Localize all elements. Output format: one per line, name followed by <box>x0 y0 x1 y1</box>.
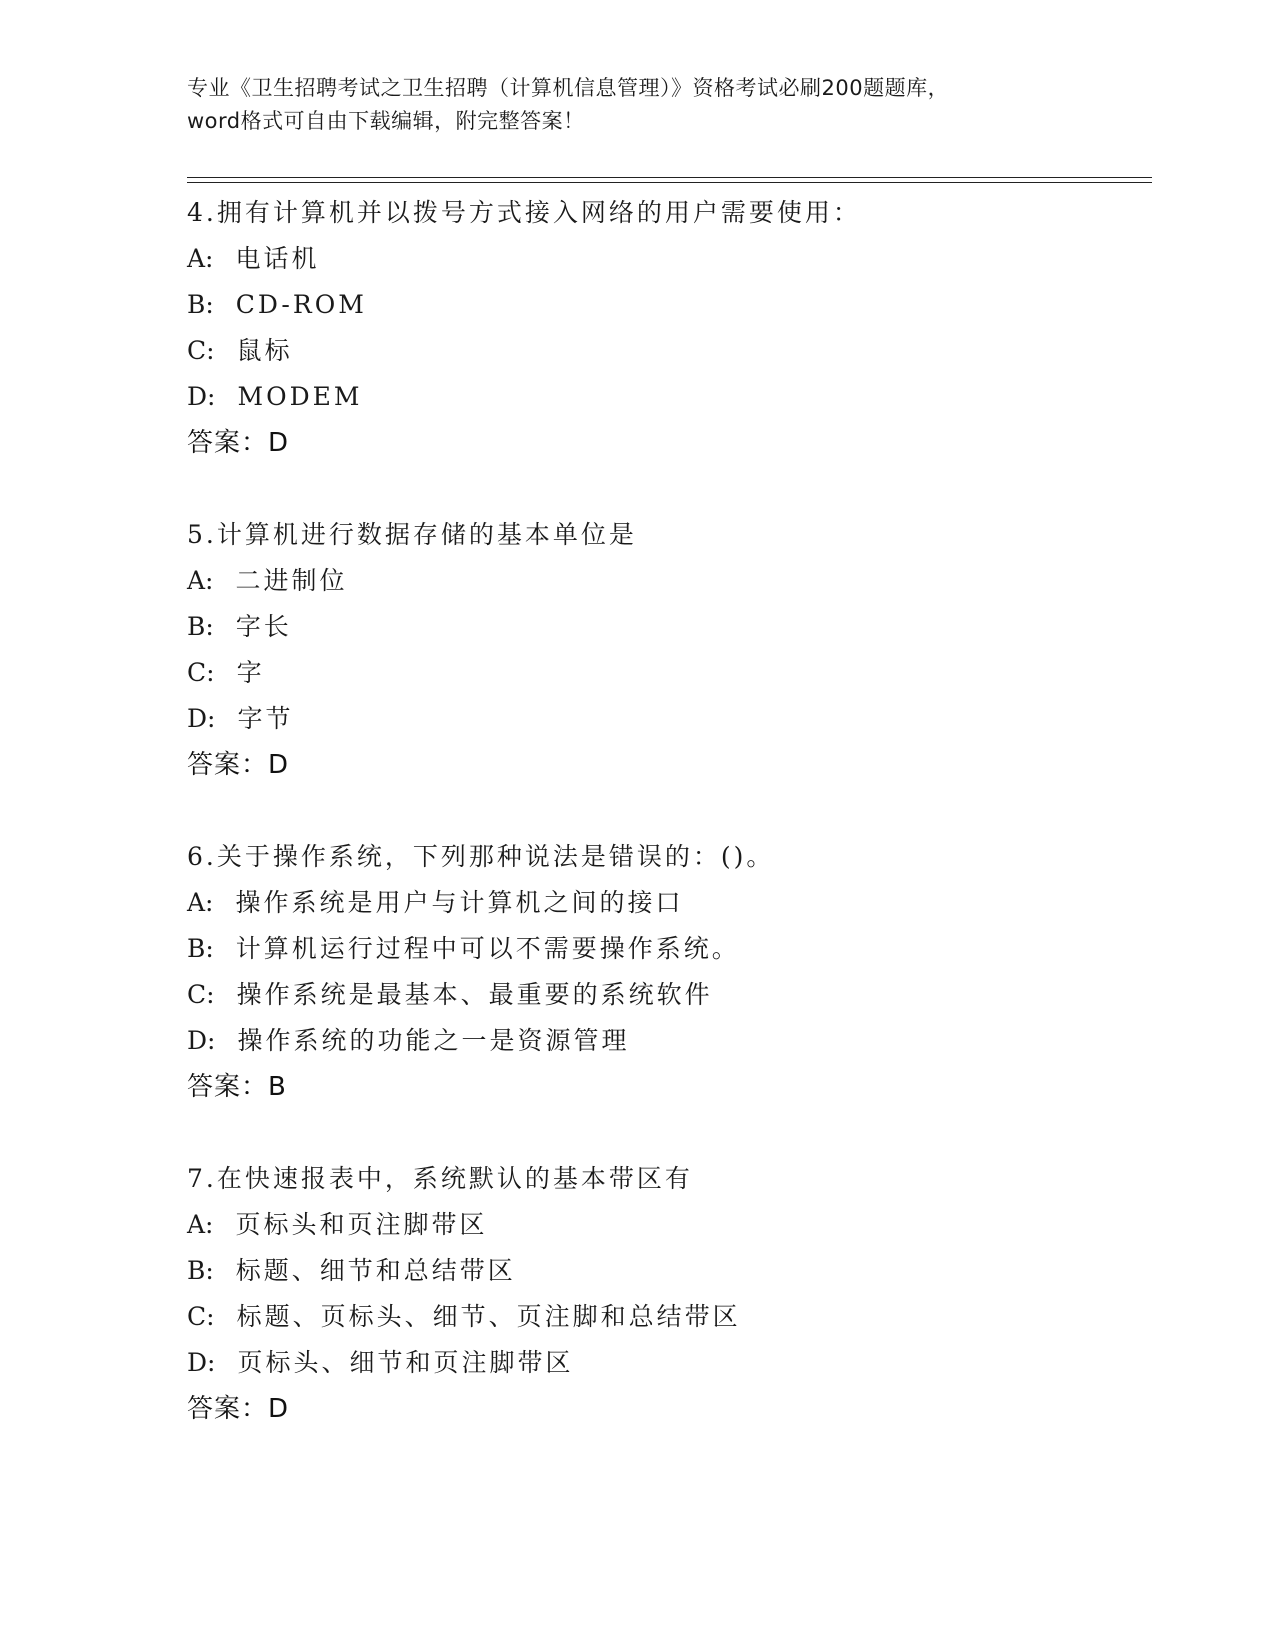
answer-line: 答案：B <box>187 1072 287 1102</box>
question-4 <box>187 190 1147 466</box>
option-text: 操作系统是用户与计算机之间的接口 <box>235 888 684 917</box>
option-text: 页标头、细节和页注脚带区 <box>237 1348 574 1377</box>
option-label: B: <box>187 934 214 963</box>
option-text: 字节 <box>237 704 294 733</box>
option-text: 标题、页标头、细节、页注脚和总结带区 <box>236 1302 741 1331</box>
header-divider-bottom <box>187 182 1152 183</box>
option-label: A: <box>187 1210 214 1239</box>
option-b <box>187 926 1147 972</box>
option-label: C: <box>187 980 215 1009</box>
header-line-2: word格式可自由下载编辑，附完整答案！ <box>187 109 585 133</box>
option-text: 电话机 <box>235 244 320 273</box>
option-text: 操作系统的功能之一是资源管理 <box>237 1026 630 1055</box>
option-b <box>187 604 1147 650</box>
option-text: 二进制位 <box>235 566 348 595</box>
option-text: 字长 <box>235 612 292 641</box>
option-c <box>187 328 1147 374</box>
question-list <box>187 190 1147 1478</box>
answer-line: 答案：D <box>187 750 290 780</box>
header-divider-top <box>187 177 1152 178</box>
question-stem: 6.关于操作系统，下列那种说法是错误的：()。 <box>187 842 775 871</box>
option-label: B: <box>187 290 214 319</box>
option-text: 操作系统是最基本、最重要的系统软件 <box>236 980 713 1009</box>
option-label: C: <box>187 1302 215 1331</box>
question-stem: 5.计算机进行数据存储的基本单位是 <box>187 520 637 549</box>
option-a <box>187 236 1147 282</box>
option-b <box>187 1248 1147 1294</box>
option-text: 字 <box>236 658 265 687</box>
option-text: 标题、细节和总结带区 <box>235 1256 516 1285</box>
option-label: A: <box>187 244 214 273</box>
option-label: C: <box>187 336 215 365</box>
question-5 <box>187 512 1147 788</box>
option-c <box>187 1294 1147 1340</box>
option-label: B: <box>187 612 214 641</box>
option-label: C: <box>187 658 215 687</box>
option-d <box>187 696 1147 742</box>
option-text: 鼠标 <box>236 336 293 365</box>
option-label: D: <box>187 704 216 733</box>
option-label: B: <box>187 1256 214 1285</box>
answer-line: 答案：D <box>187 1394 290 1424</box>
question-stem: 4.拥有计算机并以拨号方式接入网络的用户需要使用： <box>187 198 861 227</box>
option-d <box>187 374 1147 420</box>
option-b <box>187 282 1147 328</box>
header-line-1: 专业《卫生招聘考试之卫生招聘（计算机信息管理）》资格考试必刷200题题库， <box>187 76 950 100</box>
option-d <box>187 1340 1147 1386</box>
option-text: MODEM <box>237 382 363 411</box>
option-label: D: <box>187 1026 216 1055</box>
question-6 <box>187 834 1147 1110</box>
option-a <box>187 880 1147 926</box>
option-label: D: <box>187 382 216 411</box>
question-7 <box>187 1156 1147 1432</box>
question-stem: 7.在快速报表中，系统默认的基本带区有 <box>187 1164 693 1193</box>
option-c <box>187 972 1147 1018</box>
option-d <box>187 1018 1147 1064</box>
document-header <box>187 72 1087 138</box>
option-text: 计算机运行过程中可以不需要操作系统。 <box>235 934 740 963</box>
answer-line: 答案：D <box>187 428 290 458</box>
option-label: D: <box>187 1348 216 1377</box>
option-text: CD-ROM <box>235 290 367 319</box>
option-a <box>187 558 1147 604</box>
option-text: 页标头和页注脚带区 <box>235 1210 488 1239</box>
option-c <box>187 650 1147 696</box>
option-a <box>187 1202 1147 1248</box>
option-label: A: <box>187 888 214 917</box>
option-label: A: <box>187 566 214 595</box>
